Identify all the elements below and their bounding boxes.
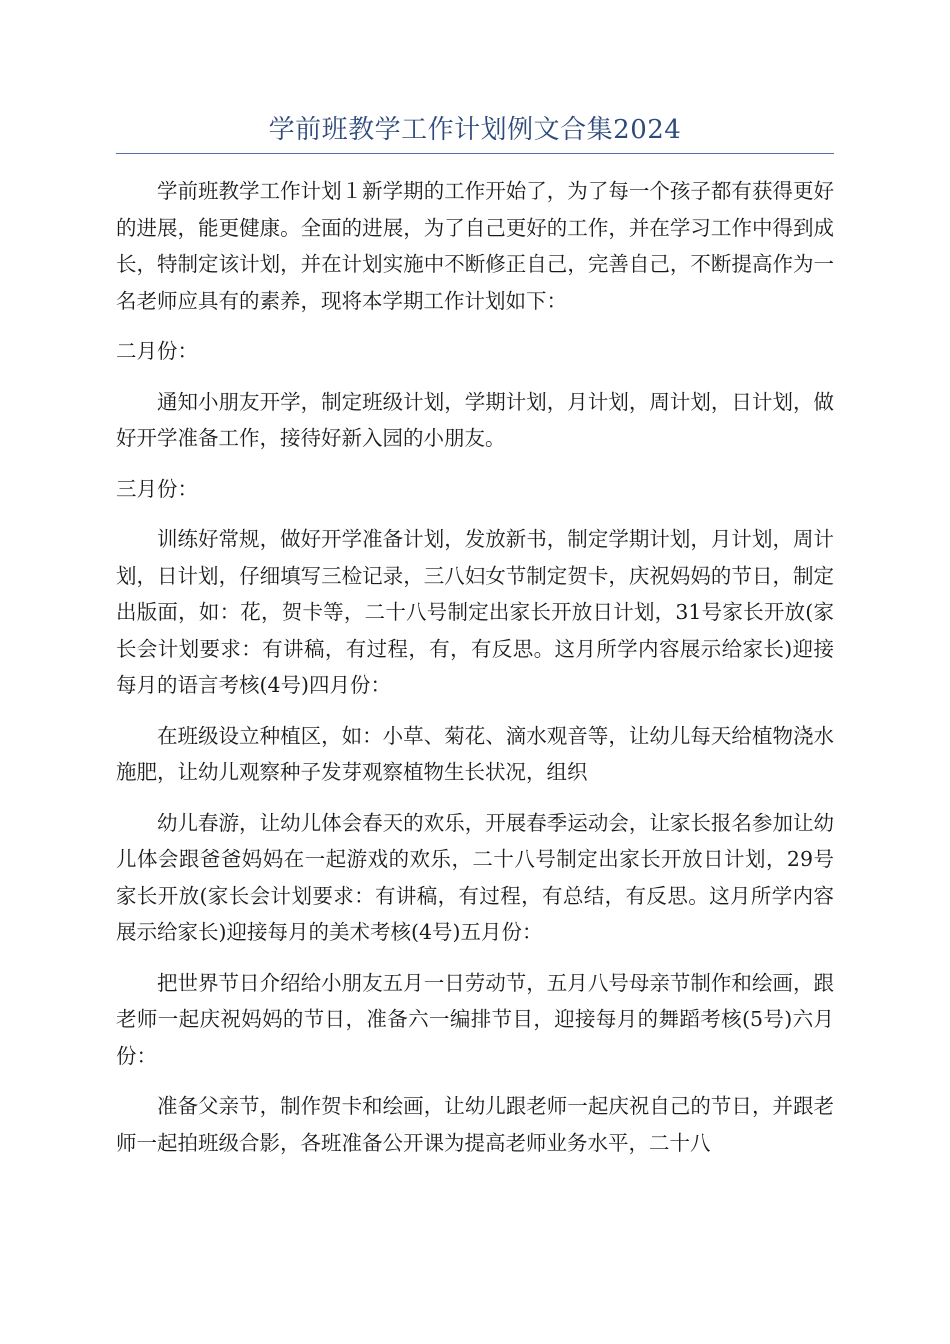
document-title: 学前班教学工作计划例文合集2024 (268, 115, 682, 145)
april-continued-paragraph: 幼儿春游，让幼儿体会春天的欢乐，开展春季运动会，让家长报名参加让幼儿体会跟爸爸妈妈在一起游戏的欢乐，二十八号制定出家长开放日计划，29号家长开放(家长会计划要求：有讲稿，有过程，有总结，有反思。这月所学内容展示给家长)迎接每月的美术考核(4号)五月份： (116, 810, 834, 944)
march-paragraph: 训练好常规，做好开学准备计划，发放新书，制定学期计划，月计划，周计划，日计划，仔细填写三检记录，三八妇女节制定贺卡，庆祝妈妈的节日，制定出版面，如：花，贺卡等，二十八号制定出家长开放日计划，31号家长开放(家长会计划要求：有讲稿，有过程，有，有反思。这月所学内容展示给家长)迎接每月的语言考核(4号)四月份： (116, 527, 834, 697)
may-paragraph: 把世界节日介绍给小朋友五月一日劳动节，五月八号母亲节制作和绘画，跟老师一起庆祝妈妈的节日，准备六一编排节目，迎接每月的舞蹈考核(5号)六月份： (116, 970, 834, 1068)
february-paragraph: 通知小朋友开学，制定班级计划，学期计划，月计划，周计划，日计划，做好开学准备工作，接待好新入园的小朋友。 (116, 389, 834, 450)
section-heading-february: 二月份： (116, 339, 198, 363)
title-underline (116, 153, 834, 154)
april-paragraph: 在班级设立种植区，如：小草、菊花、滴水观音等，让幼儿每天给植物浇水施肥，让幼儿观察种子发芽观察植物生长状况，组织 (116, 723, 834, 784)
document-body (116, 173, 834, 1175)
section-heading-march: 三月份： (116, 476, 198, 501)
june-paragraph: 准备父亲节，制作贺卡和绘画，让幼儿跟老师一起庆祝自己的节日，并跟老师一起拍班级合影，各班准备公开课为提高老师业务水平，二十八 (116, 1094, 834, 1155)
intro-paragraph: 学前班教学工作计划１新学期的工作开始了，为了每一个孩子都有获得更好的进展，能更健康。全面的进展，为了自己更好的工作，并在学习工作中得到成长，特制定该计划，并在计划实施中不断修正自己，完善自己，不断提高作为一名老师应具有的素养，现将本学期工作计划如下： (116, 179, 834, 313)
